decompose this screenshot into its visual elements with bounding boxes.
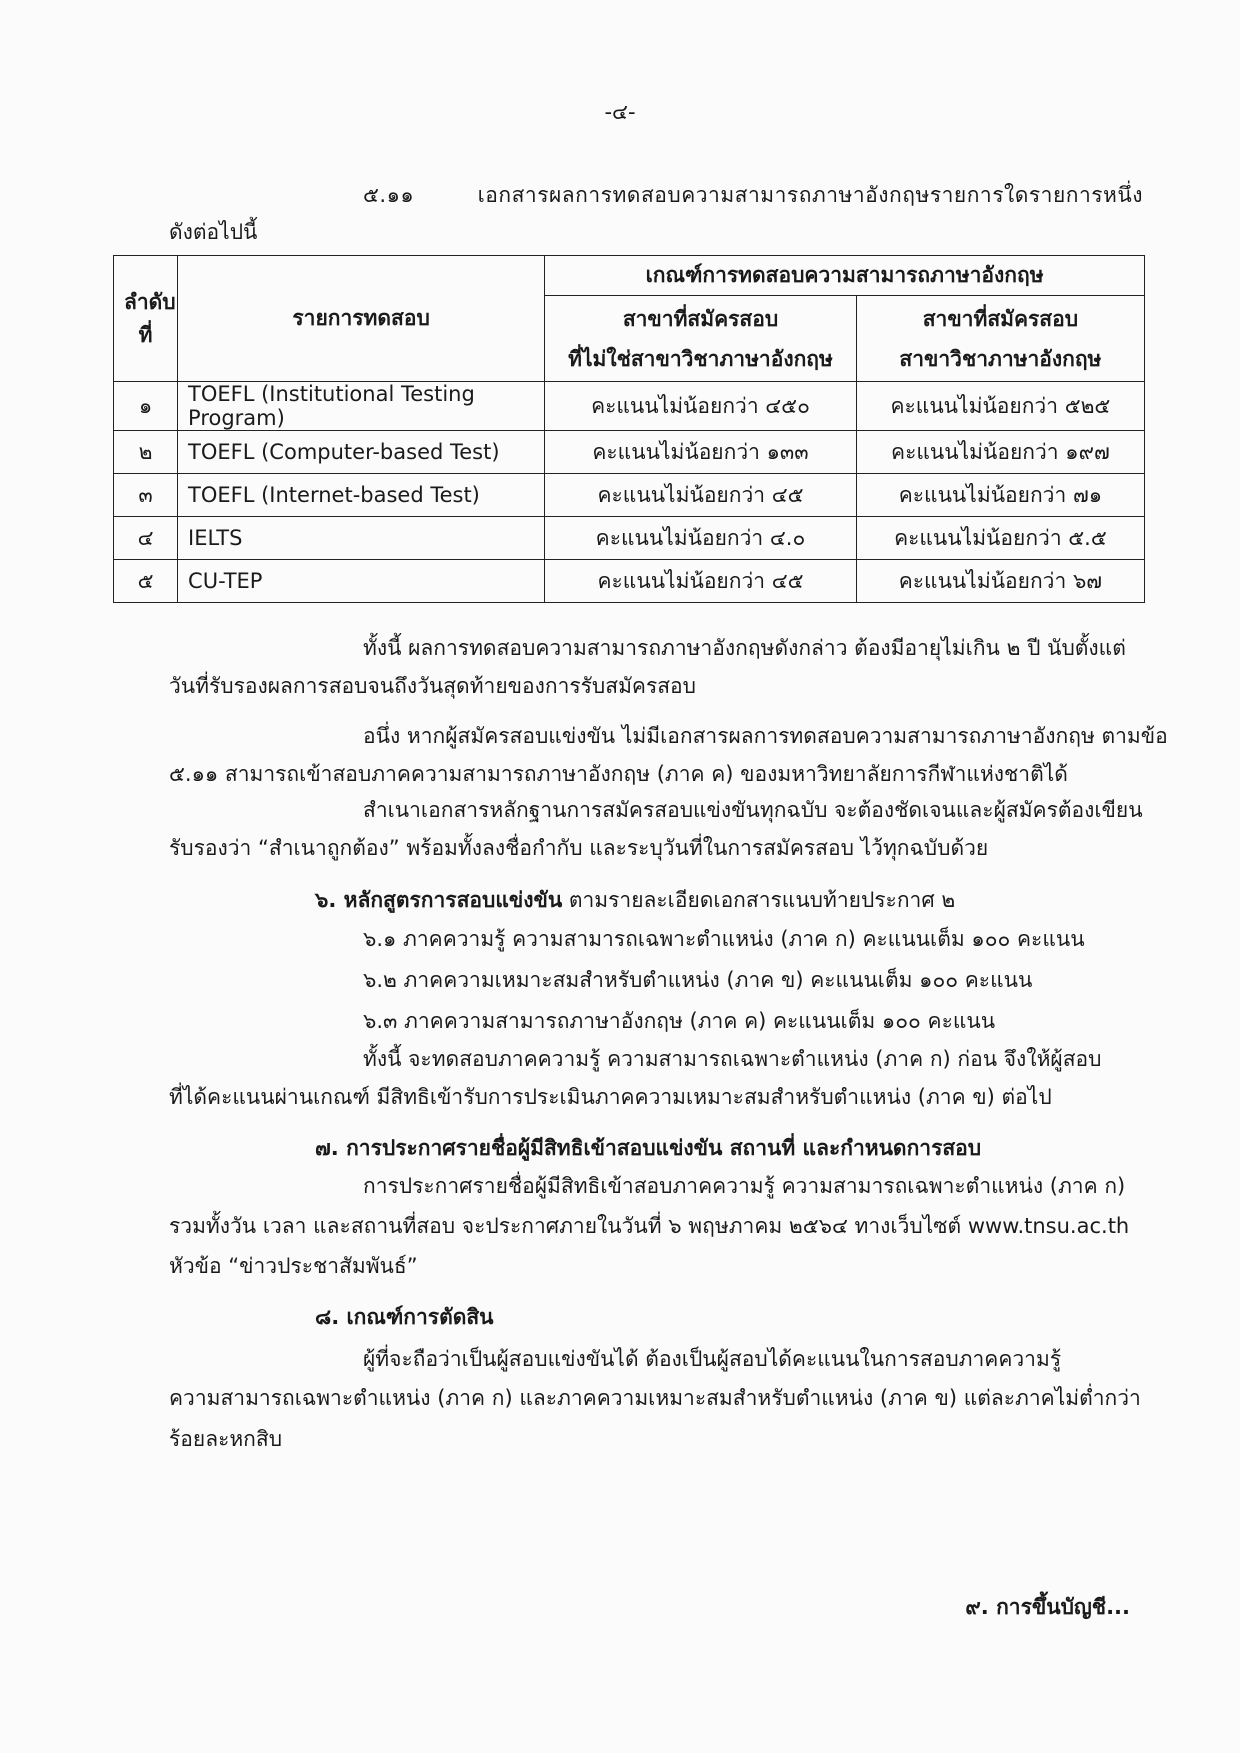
section-8-line2: ความสามารถเฉพาะตำแหน่ง (ภาค ก) และภาคความเหมาะสมสำหรับตำแหน่ง (ภาค ข) แต่ละภาคไม่ต่ำกว่า [169,1386,1141,1410]
section-8-line3: ร้อยละหกสิบ [169,1427,283,1451]
header-order-number [114,256,178,382]
header-order-line1: ลำดับ [124,289,176,314]
header-criteria: เกณฑ์การทดสอบความสามารถภาษาอังกฤษ [545,256,1145,296]
copies-paragraph-line1: สำเนาเอกสารหลักฐานการสมัครสอบแข่งขันทุกฉบับ จะต้องชัดเจนและผู้สมัครต้องเขียน [363,798,1143,822]
validity-paragraph-line1: ทั้งนี้ ผลการทดสอบความสามารถภาษาอังกฤษดังกล่าว ต้องมีอายุไม่เกิน ๒ ปี นับตั้งแต่ [363,636,1126,660]
table-row [114,560,1145,603]
section-5-11-line2: ดังต่อไปนี้ [169,220,258,244]
section-6-heading [315,886,955,914]
no-document-paragraph-line2: ๕.๑๑ สามารถเข้าสอบภาคความสามารถภาษาอังกฤษ (ภาค ค) ของมหาวิทยาลัยการกีฬาแห่งชาติได้ [169,762,1068,786]
section-7-line3: หัวข้อ “ข่าวประชาสัมพันธ์” [169,1254,418,1278]
page-number: -๔- [604,100,636,124]
row-test-name: TOEFL (Internet-based Test) [178,474,545,517]
section-7-line1: การประกาศรายชื่อผู้มีสิทธิเข้าสอบภาคความรู้ ความสามารถเฉพาะตำแหน่ง (ภาค ก) [363,1174,1126,1198]
header-english-line2: สาขาวิชาภาษาอังกฤษ [899,346,1102,371]
row-non-english-criteria: คะแนนไม่น้อยกว่า ๔๕ [545,474,857,517]
row-test-name: CU-TEP [178,560,545,603]
row-number: ๒ [114,431,178,474]
no-document-paragraph-line1: อนึ่ง หากผู้สมัครสอบแข่งขัน ไม่มีเอกสารผลการทดสอบความสามารถภาษาอังกฤษ ตามข้อ [363,724,1168,748]
row-non-english-criteria: คะแนนไม่น้อยกว่า ๔.๐ [545,517,857,560]
row-english-criteria: คะแนนไม่น้อยกว่า ๗๑ [856,474,1144,517]
english-test-criteria-table [113,255,1145,603]
row-number: ๕ [114,560,178,603]
row-non-english-criteria: คะแนนไม่น้อยกว่า ๔๕๐ [545,382,857,431]
continuation-marker: ๙. การขึ้นบัญชี... [965,1595,1130,1619]
section-6-item-1: ๖.๑ ภาคความรู้ ความสามารถเฉพาะตำแหน่ง (ภาค ก) คะแนนเต็ม ๑๐๐ คะแนน [363,927,1085,951]
table-row [114,474,1145,517]
table-row [114,517,1145,560]
header-non-english-line2: ที่ไม่ใช่สาขาวิชาภาษาอังกฤษ [568,346,833,371]
section-7-heading: ๗. การประกาศรายชื่อผู้มีสิทธิเข้าสอบแข่งขัน สถานที่ และกำหนดการสอบ [315,1136,982,1160]
section-6-heading-detail: ตามรายละเอียดเอกสารแนบท้ายประกาศ ๒ [562,888,956,912]
section-6-note-line1: ทั้งนี้ จะทดสอบภาคความรู้ ความสามารถเฉพาะตำแหน่ง (ภาค ก) ก่อน จึงให้ผู้สอบ [363,1047,1102,1071]
row-english-criteria: คะแนนไม่น้อยกว่า ๑๙๗ [856,431,1144,474]
section-6-heading-title: ๖. หลักสูตรการสอบแข่งขัน [315,888,563,912]
header-non-english-line1: สาขาที่สมัครสอบ [622,306,779,331]
header-english-line1: สาขาที่สมัครสอบ [922,306,1079,331]
row-non-english-criteria: คะแนนไม่น้อยกว่า ๔๕ [545,560,857,603]
row-english-criteria: คะแนนไม่น้อยกว่า ๕๒๕ [856,382,1144,431]
row-english-criteria: คะแนนไม่น้อยกว่า ๕.๕ [856,517,1144,560]
table-row [114,431,1145,474]
header-order-line2: ที่ [138,322,153,347]
section-6-item-3: ๖.๓ ภาคความสามารถภาษาอังกฤษ (ภาค ค) คะแนนเต็ม ๑๐๐ คะแนน [363,1009,996,1033]
row-number: ๓ [114,474,178,517]
section-8-heading: ๘. เกณฑ์การตัดสิน [315,1305,494,1329]
section-6-note-line2: ที่ได้คะแนนผ่านเกณฑ์ มีสิทธิเข้ารับการประเมินภาคความเหมาะสมสำหรับตำแหน่ง (ภาค ข) ต่อไป [169,1085,1052,1109]
row-non-english-criteria: คะแนนไม่น้อยกว่า ๑๓๓ [545,431,857,474]
section-6-item-2: ๖.๒ ภาคความเหมาะสมสำหรับตำแหน่ง (ภาค ข) คะแนนเต็ม ๑๐๐ คะแนน [363,968,1033,992]
table-row [114,382,1145,431]
section-5-11-line1: ๕.๑๑ เอกสารผลการทดสอบความสามารถภาษาอังกฤษรายการใดรายการหนึ่ง [363,183,1143,207]
row-english-criteria: คะแนนไม่น้อยกว่า ๖๗ [856,560,1144,603]
row-number: ๑ [114,382,178,431]
copies-paragraph-line2: รับรองว่า “สำเนาถูกต้อง” พร้อมทั้งลงชื่อกำกับ และระบุวันที่ในการสมัครสอบ ไว้ทุกฉบับด้วย [169,836,989,860]
row-test-name: TOEFL (Institutional Testing Program) [178,382,545,431]
row-test-name: IELTS [178,517,545,560]
row-test-name: TOEFL (Computer-based Test) [178,431,545,474]
section-7-line2: รวมทั้งวัน เวลา และสถานที่สอบ จะประกาศภายในวันที่ ๖ พฤษภาคม ๒๕๖๔ ทางเว็บไซต์ www.tnsu.ac.th [169,1214,1130,1238]
section-8-line1: ผู้ที่จะถือว่าเป็นผู้สอบแข่งขันได้ ต้องเป็นผู้สอบได้คะแนนในการสอบภาคความรู้ [363,1347,1062,1371]
header-non-english-major [545,296,857,382]
header-test-name: รายการทดสอบ [178,256,545,382]
row-number: ๔ [114,517,178,560]
validity-paragraph-line2: วันที่รับรองผลการสอบจนถึงวันสุดท้ายของการรับสมัครสอบ [169,674,696,698]
header-english-major [856,296,1144,382]
